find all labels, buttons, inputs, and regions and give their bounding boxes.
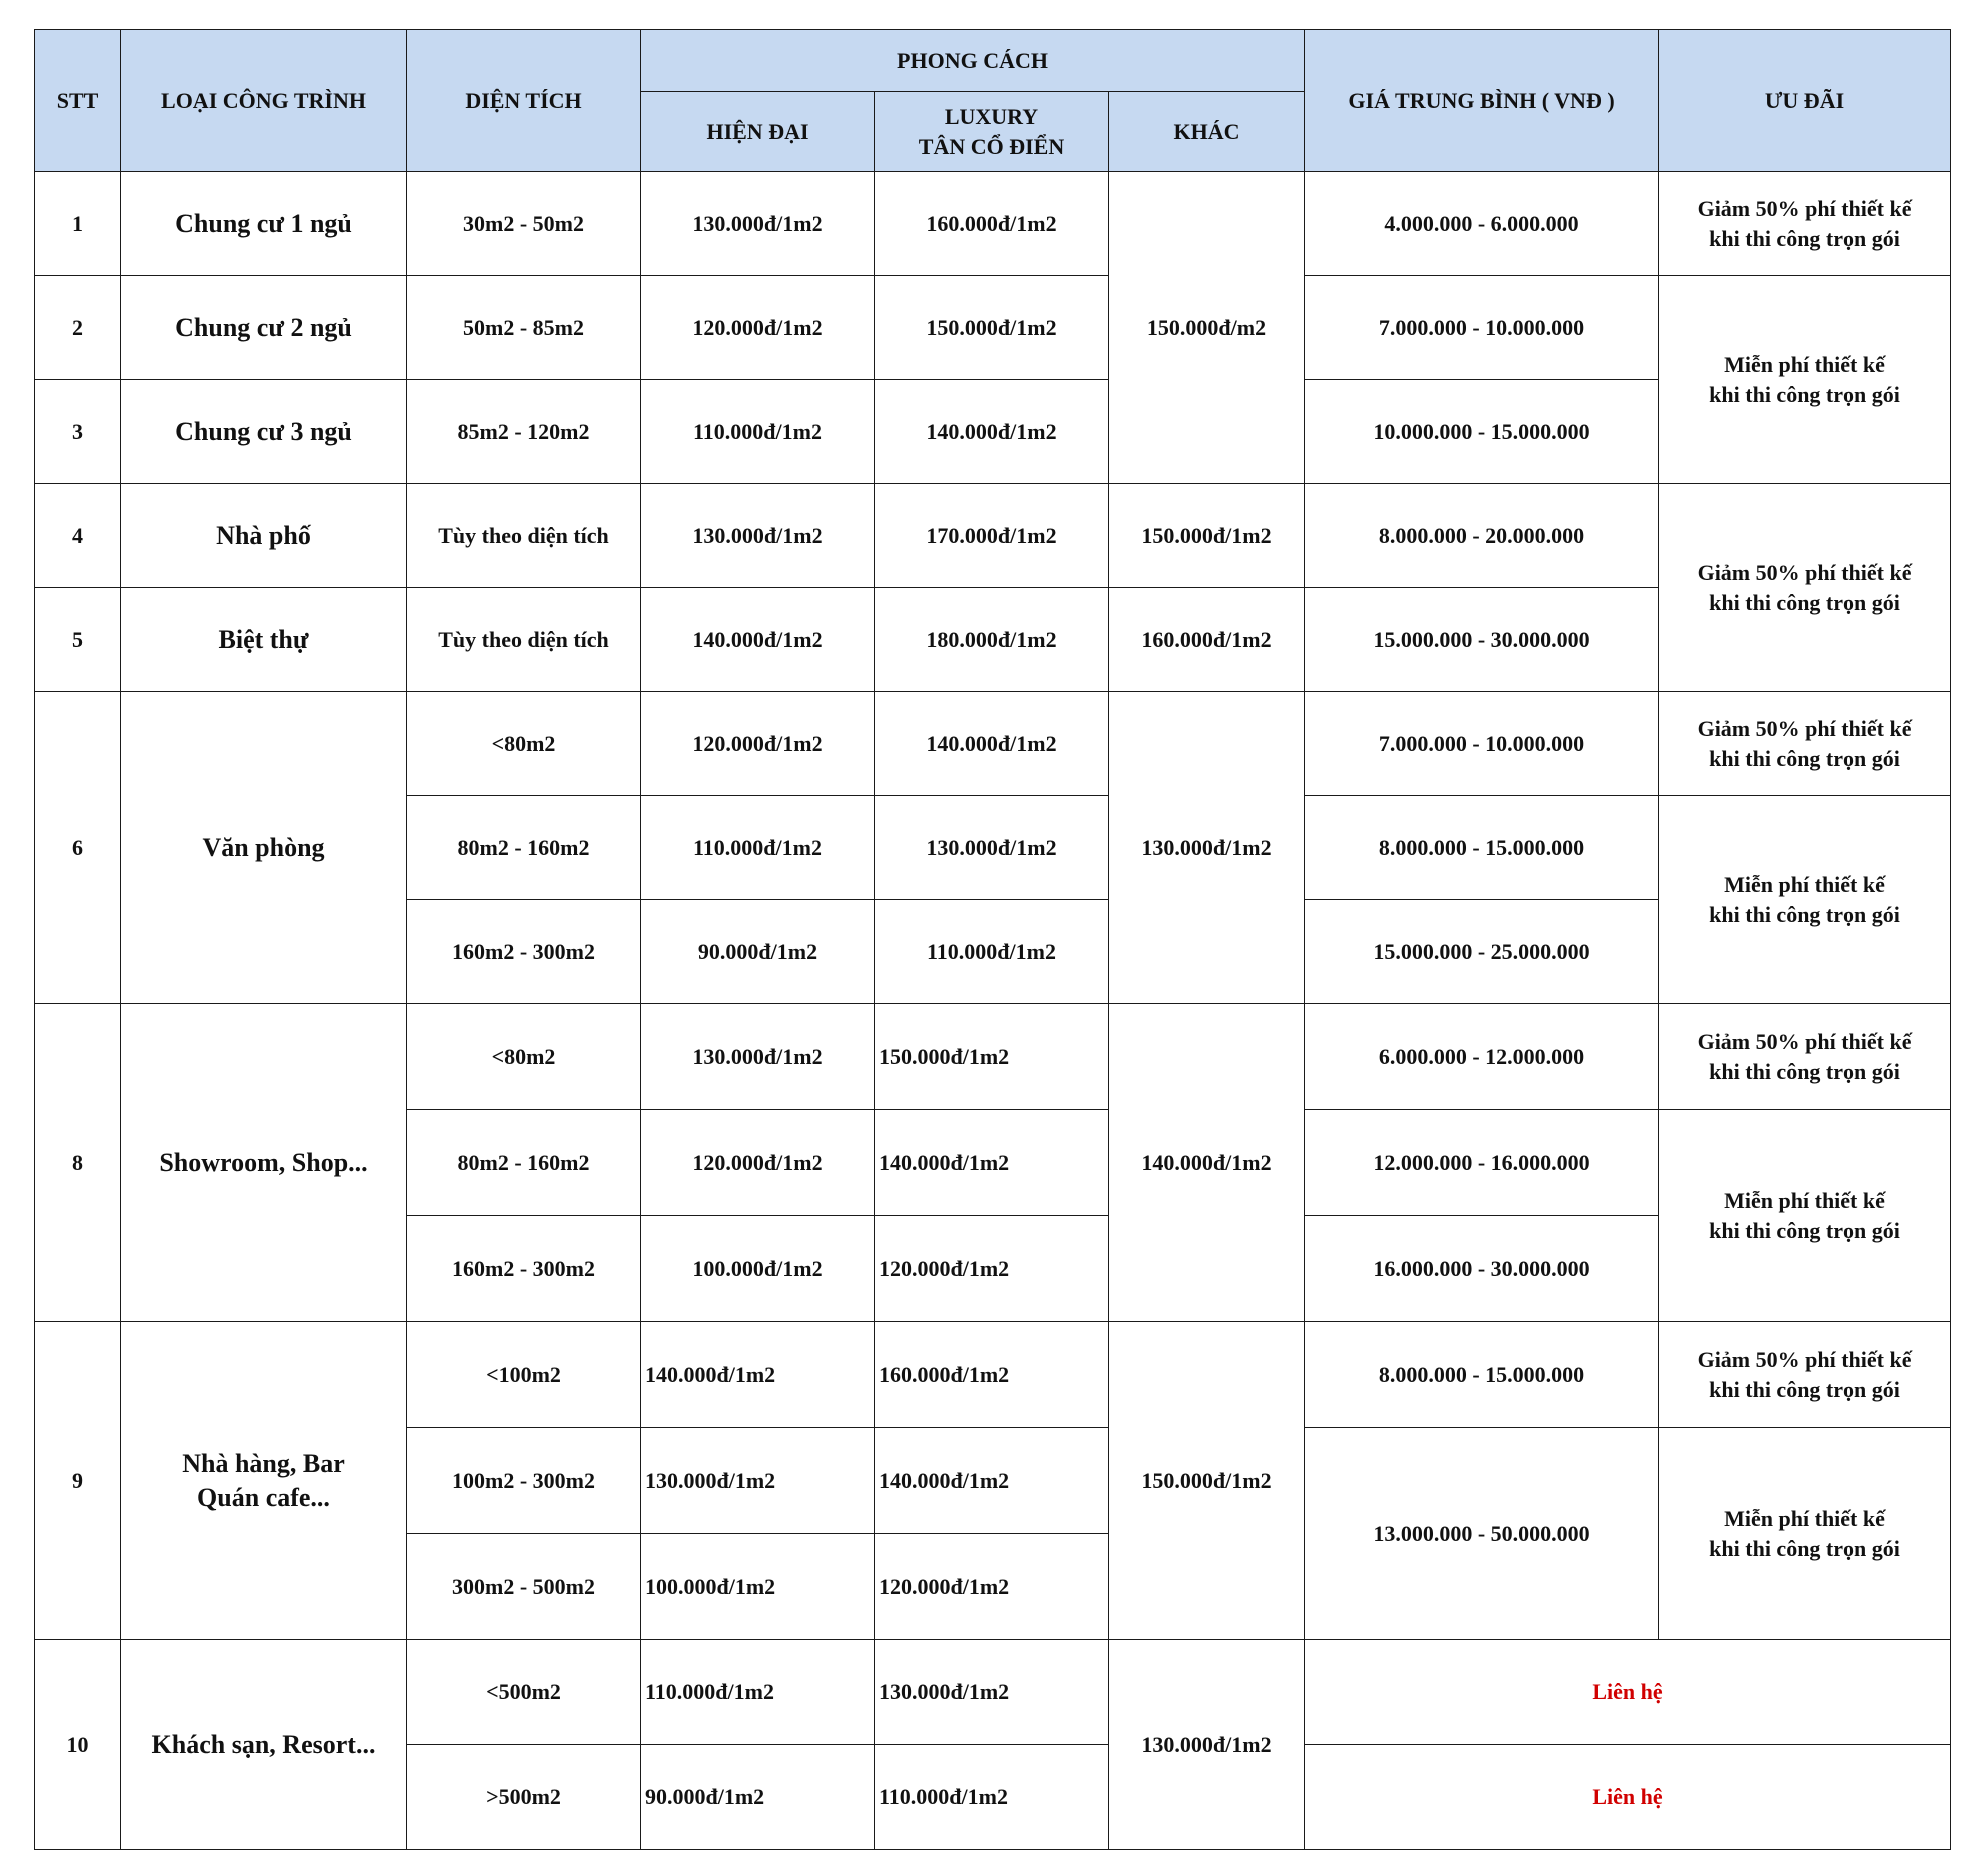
table-row [35,1004,1951,1110]
table-row [35,1322,1951,1428]
table-row [35,692,1951,796]
modern-price-cell: 120.000đ/1m2 [641,692,875,796]
area-cell: 50m2 - 85m2 [407,276,641,380]
other-price-cell: 130.000đ/1m2 [1109,1640,1305,1850]
other-price-cell: 150.000đ/m2 [1109,172,1305,484]
area-cell: <500m2 [407,1640,641,1745]
luxury-price-cell: 120.000đ/1m2 [875,1534,1109,1640]
offer-line2: khi thi công trọn gói [1709,1217,1900,1243]
stt-cell: 1 [35,172,121,276]
luxury-price-cell: 130.000đ/1m2 [875,796,1109,900]
offer-line2: khi thi công trọn gói [1709,1535,1900,1561]
luxury-price-cell: 140.000đ/1m2 [875,1110,1109,1216]
header-stt: STT [35,30,121,172]
table-header [35,30,1951,172]
luxury-price-cell: 160.000đ/1m2 [875,172,1109,276]
area-cell: Tùy theo diện tích [407,484,641,588]
offer-cell [1659,484,1951,692]
area-cell: 30m2 - 50m2 [407,172,641,276]
offer-line2: khi thi công trọn gói [1709,1376,1900,1402]
avg-price-cell: 8.000.000 - 15.000.000 [1305,796,1659,900]
table-body [35,172,1951,1850]
modern-price-cell: 130.000đ/1m2 [641,1004,875,1110]
avg-price-cell: 15.000.000 - 30.000.000 [1305,588,1659,692]
area-cell: 85m2 - 120m2 [407,380,641,484]
type-cell: Chung cư 3 ngủ [121,380,407,484]
offer-line2: khi thi công trọn gói [1709,589,1900,615]
type-cell: Văn phòng [121,692,407,1004]
header-style: PHONG CÁCH [641,30,1305,92]
avg-price-cell: 15.000.000 - 25.000.000 [1305,900,1659,1004]
avg-price-cell: 6.000.000 - 12.000.000 [1305,1004,1659,1110]
luxury-price-cell: 110.000đ/1m2 [875,900,1109,1004]
offer-cell [1659,1110,1951,1322]
type-line1: Nhà hàng, Bar [182,1448,345,1478]
offer-cell [1659,692,1951,796]
header-avg-price: GIÁ TRUNG BÌNH ( VNĐ ) [1305,30,1659,172]
table-row [35,276,1951,380]
modern-price-cell: 130.000đ/1m2 [641,172,875,276]
area-cell: 160m2 - 300m2 [407,1216,641,1322]
luxury-price-cell: 140.000đ/1m2 [875,380,1109,484]
type-cell: Showroom, Shop... [121,1004,407,1322]
price-table [34,29,1951,1850]
avg-price-cell: 12.000.000 - 16.000.000 [1305,1110,1659,1216]
table-row [35,172,1951,276]
modern-price-cell: 130.000đ/1m2 [641,484,875,588]
offer-cell [1659,172,1951,276]
other-price-cell: 150.000đ/1m2 [1109,1322,1305,1640]
offer-cell [1659,1428,1951,1640]
stt-cell: 8 [35,1004,121,1322]
area-cell: <80m2 [407,692,641,796]
offer-cell [1659,1004,1951,1110]
modern-price-cell: 110.000đ/1m2 [641,380,875,484]
modern-price-cell: 120.000đ/1m2 [641,276,875,380]
luxury-price-cell: 170.000đ/1m2 [875,484,1109,588]
stt-cell: 2 [35,276,121,380]
other-price-cell: 140.000đ/1m2 [1109,1004,1305,1322]
area-cell: <100m2 [407,1322,641,1428]
table-row [35,484,1951,588]
avg-price-cell: 7.000.000 - 10.000.000 [1305,692,1659,796]
type-line2: Quán cafe... [197,1482,330,1512]
offer-line1: Giảm 50% phí thiết kế [1697,1346,1912,1372]
luxury-price-cell: 180.000đ/1m2 [875,588,1109,692]
modern-price-cell: 130.000đ/1m2 [641,1428,875,1534]
header-luxury-line1: LUXURY [944,103,1039,129]
other-price-cell: 130.000đ/1m2 [1109,692,1305,1004]
area-cell: 160m2 - 300m2 [407,900,641,1004]
luxury-price-cell: 110.000đ/1m2 [875,1745,1109,1850]
modern-price-cell: 100.000đ/1m2 [641,1534,875,1640]
area-cell: Tùy theo diện tích [407,588,641,692]
avg-price-cell: 4.000.000 - 6.000.000 [1305,172,1659,276]
luxury-price-cell: 140.000đ/1m2 [875,692,1109,796]
offer-cell [1659,276,1951,484]
offer-line1: Miễn phí thiết kế [1724,871,1885,897]
type-cell: Chung cư 2 ngủ [121,276,407,380]
area-cell: 300m2 - 500m2 [407,1534,641,1640]
offer-line1: Miễn phí thiết kế [1724,351,1885,377]
stt-cell: 3 [35,380,121,484]
area-cell: 80m2 - 160m2 [407,1110,641,1216]
offer-line2: khi thi công trọn gói [1709,901,1900,927]
avg-price-cell: 13.000.000 - 50.000.000 [1305,1428,1659,1640]
modern-price-cell: 110.000đ/1m2 [641,1640,875,1745]
offer-line2: khi thi công trọn gói [1709,1058,1900,1084]
offer-line2: khi thi công trọn gói [1709,225,1900,251]
luxury-price-cell: 150.000đ/1m2 [875,1004,1109,1110]
modern-price-cell: 90.000đ/1m2 [641,900,875,1004]
area-cell: 100m2 - 300m2 [407,1428,641,1534]
header-luxury [875,92,1109,172]
offer-line1: Miễn phí thiết kế [1724,1505,1885,1531]
offer-line2: khi thi công trọn gói [1709,745,1900,771]
offer-line2: khi thi công trọn gói [1709,381,1900,407]
offer-line1: Miễn phí thiết kế [1724,1187,1885,1213]
modern-price-cell: 110.000đ/1m2 [641,796,875,900]
offer-line1: Giảm 50% phí thiết kế [1697,1028,1912,1054]
avg-price-cell: 7.000.000 - 10.000.000 [1305,276,1659,380]
modern-price-cell: 140.000đ/1m2 [641,1322,875,1428]
avg-price-cell: 8.000.000 - 15.000.000 [1305,1322,1659,1428]
area-cell: 80m2 - 160m2 [407,796,641,900]
offer-line1: Giảm 50% phí thiết kế [1697,715,1912,741]
luxury-price-cell: 160.000đ/1m2 [875,1322,1109,1428]
stt-cell: 10 [35,1640,121,1850]
stt-cell: 5 [35,588,121,692]
modern-price-cell: 140.000đ/1m2 [641,588,875,692]
stt-cell: 9 [35,1322,121,1640]
modern-price-cell: 120.000đ/1m2 [641,1110,875,1216]
luxury-price-cell: 130.000đ/1m2 [875,1640,1109,1745]
offer-cell [1659,796,1951,1004]
header-offer: ƯU ĐÃI [1659,30,1951,172]
modern-price-cell: 100.000đ/1m2 [641,1216,875,1322]
stt-cell: 4 [35,484,121,588]
avg-price-cell: 10.000.000 - 15.000.000 [1305,380,1659,484]
other-price-cell: 160.000đ/1m2 [1109,588,1305,692]
type-cell: Chung cư 1 ngủ [121,172,407,276]
header-area: DIỆN TÍCH [407,30,641,172]
luxury-price-cell: 150.000đ/1m2 [875,276,1109,380]
avg-price-cell: 8.000.000 - 20.000.000 [1305,484,1659,588]
luxury-price-cell: 140.000đ/1m2 [875,1428,1109,1534]
other-price-cell: 150.000đ/1m2 [1109,484,1305,588]
area-cell: <80m2 [407,1004,641,1110]
type-cell: Biệt thự [121,588,407,692]
luxury-price-cell: 120.000đ/1m2 [875,1216,1109,1322]
area-cell: >500m2 [407,1745,641,1850]
type-cell [121,1322,407,1640]
header-luxury-line2: TÂN CỔ ĐIỂN [918,133,1065,159]
stt-cell: 6 [35,692,121,1004]
contact-cell: Liên hệ [1305,1745,1951,1850]
offer-line1: Giảm 50% phí thiết kế [1697,559,1912,585]
header-other: KHÁC [1109,92,1305,172]
table-row [35,1640,1951,1745]
offer-cell [1659,1322,1951,1428]
type-cell: Nhà phố [121,484,407,588]
modern-price-cell: 90.000đ/1m2 [641,1745,875,1850]
contact-cell: Liên hệ [1305,1640,1951,1745]
header-type: LOẠI CÔNG TRÌNH [121,30,407,172]
offer-line1: Giảm 50% phí thiết kế [1697,195,1912,221]
avg-price-cell: 16.000.000 - 30.000.000 [1305,1216,1659,1322]
header-modern: HIỆN ĐẠI [641,92,875,172]
type-cell: Khách sạn, Resort... [121,1640,407,1850]
